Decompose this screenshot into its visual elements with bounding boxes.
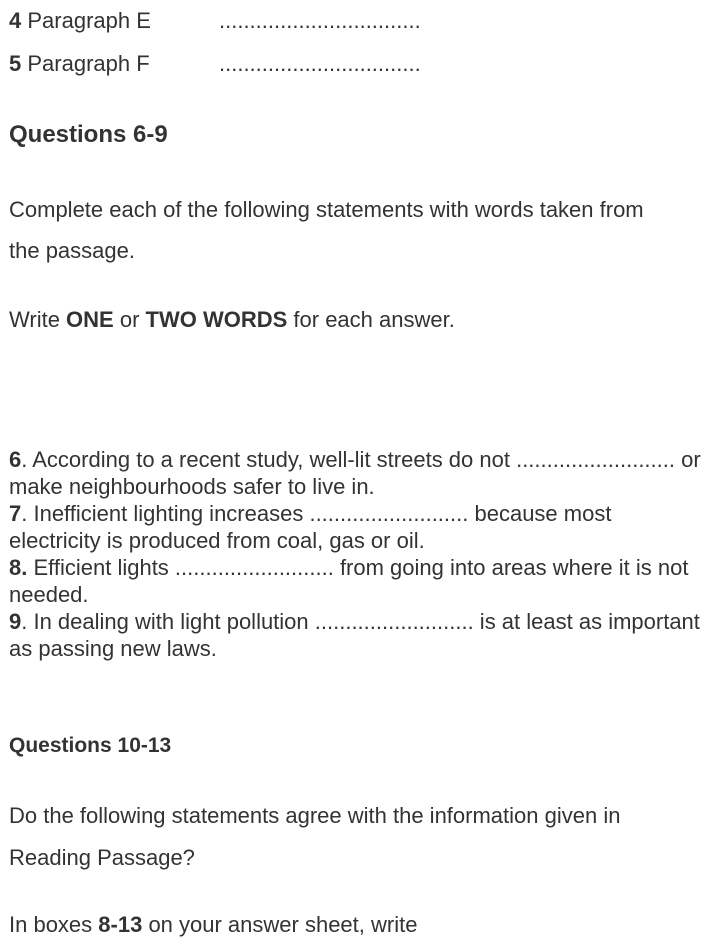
question-item <box>9 446 709 500</box>
write-pre: Write <box>9 307 67 332</box>
boxes-emph: 8-13 <box>98 912 143 937</box>
paragraph-label: Paragraph F <box>21 51 150 76</box>
answer-blank[interactable]: ................................. <box>219 8 421 33</box>
write-emph-2: TWO WORDS <box>145 307 288 332</box>
instruction-line-2: the passage. <box>9 238 135 263</box>
paragraph-row-e <box>9 8 421 34</box>
paragraph-number: 4 <box>9 8 22 33</box>
question-number: 9 <box>9 609 22 634</box>
paragraph-number: 5 <box>9 51 22 76</box>
write-mid: or <box>113 307 146 332</box>
question-text: . According to a recent study, well-lit streets do not .......................... or make neighbourhoods safer to live in. <box>9 447 701 499</box>
question-number: 7 <box>9 501 22 526</box>
boxes-pre: In boxes <box>9 912 99 937</box>
answer-blank[interactable]: ................................. <box>219 51 421 76</box>
question-text: . In dealing with light pollution .......................... is at least as important as passing new laws. <box>9 609 700 661</box>
section-heading-10-13: Questions 10-13 <box>9 734 172 757</box>
question-item <box>9 608 709 662</box>
boxes-post: on your answer sheet, write <box>142 912 418 937</box>
question-text: Efficient lights .......................... from going into areas where it is not needed. <box>9 555 689 607</box>
question-item <box>9 500 709 554</box>
write-post: for each answer. <box>287 307 455 332</box>
paragraph-label: Paragraph E <box>21 8 151 33</box>
question-number: 8. <box>9 555 28 580</box>
write-emph-1: ONE <box>66 307 114 332</box>
question-text: . Inefficient lighting increases .......................... because most electricity is produced from coal, gas or oil. <box>9 501 612 553</box>
question-number: 6 <box>9 447 22 472</box>
boxes-instruction <box>9 912 417 938</box>
instruction2-line-1: Do the following statements agree with the information given in <box>9 803 621 828</box>
paragraph-row-f <box>9 51 421 77</box>
write-instruction <box>9 307 455 333</box>
section-heading-6-9: Questions 6-9 <box>9 121 168 148</box>
question-item <box>9 554 709 608</box>
questions-list <box>9 446 709 662</box>
instruction2-line-2: Reading Passage? <box>9 845 195 870</box>
instruction-line-1: Complete each of the following statements with words taken from <box>9 197 644 222</box>
